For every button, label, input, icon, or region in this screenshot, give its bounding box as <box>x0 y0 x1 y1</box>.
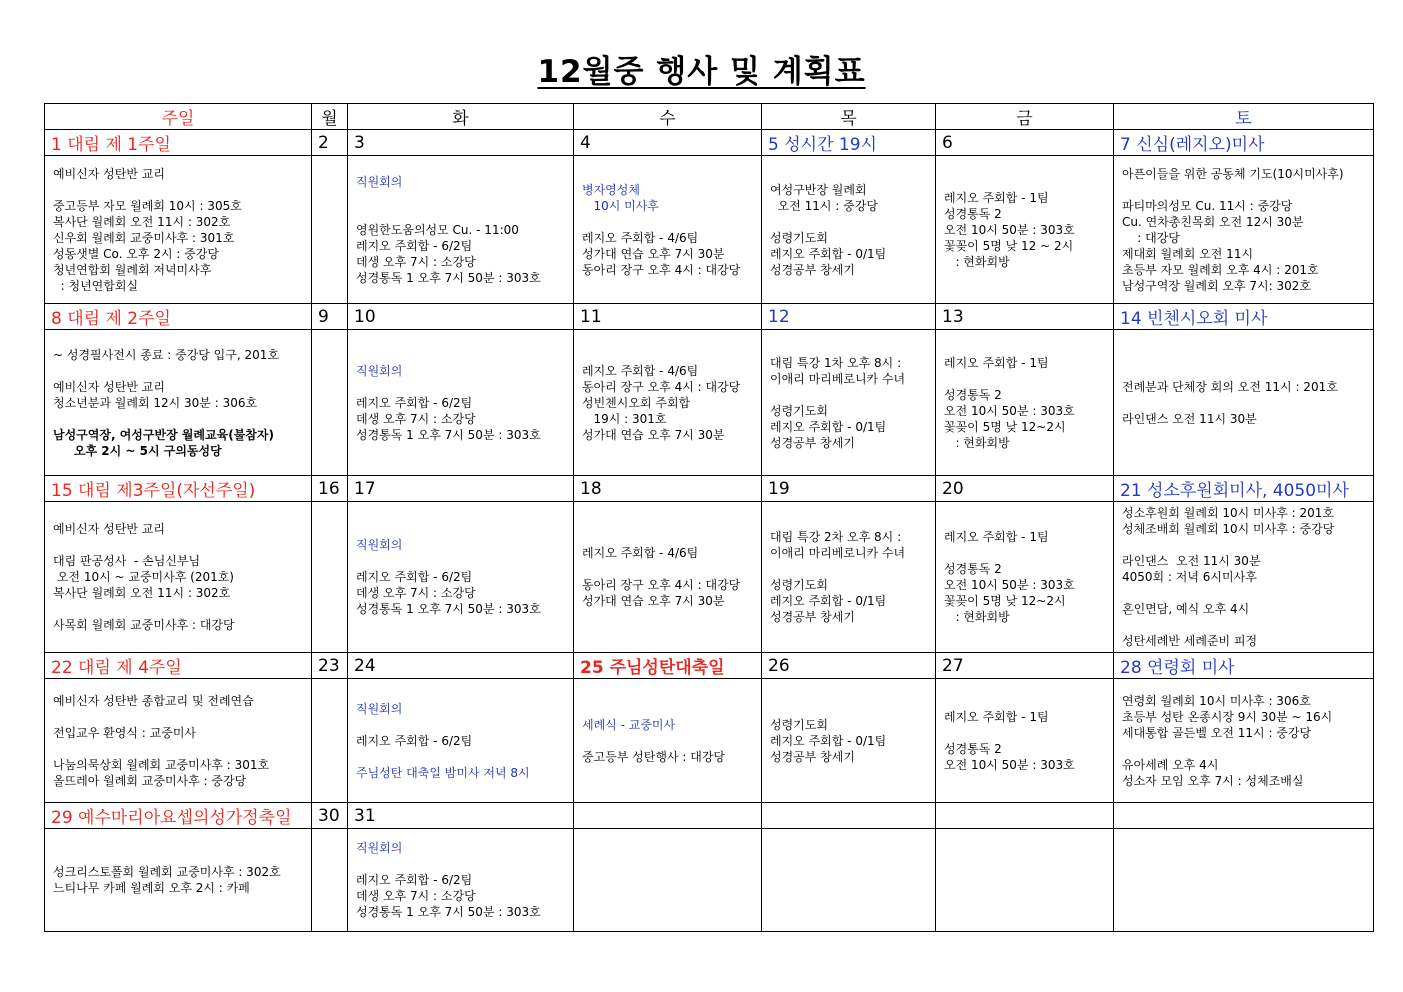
event-line: 성경통독 1 오후 7시 50분 : 303호 <box>356 602 541 616</box>
event-line: 성경통독 2 <box>944 741 1002 756</box>
calendar-table <box>44 103 1374 932</box>
event-line: 제대회 월례회 오전 11시 <box>1122 246 1254 261</box>
event-line: 올뜨레아 월례회 교중미사후 : 중강당 <box>53 773 247 788</box>
event-line: 대림 판공성사 - 손님신부님 <box>53 554 201 568</box>
event-line <box>53 741 311 757</box>
event-line: 레지오 주회합 - 4/6팀 <box>582 230 699 245</box>
day-events-saturday <box>1114 330 1374 476</box>
date-label-tuesday: 31 <box>348 803 574 829</box>
week-1-content-row <box>45 156 1374 304</box>
event-line: 세례식 - 교중미사 <box>582 717 676 732</box>
event-line: 성경통독 2 <box>944 562 1002 576</box>
date-label-wednesday: 11 <box>574 304 762 330</box>
event-line: 레지오 주회합 - 4/6팀 <box>582 363 699 378</box>
event-line <box>770 214 935 230</box>
event-line: 동아리 장구 오후 4시 : 대강당 <box>582 262 741 277</box>
event-line: : 현화회방 <box>944 435 1010 450</box>
week-3-content-row <box>45 502 1374 653</box>
page-title-text: 12월중 행사 및 계획표 <box>537 54 866 90</box>
date-label-tuesday: 10 <box>348 304 574 330</box>
event-line: 성령기도회 <box>770 578 828 592</box>
day-events-sunday <box>45 679 312 803</box>
date-label-thursday: 5 성시간 19시 <box>762 130 936 156</box>
date-label-monday: 16 <box>312 476 348 502</box>
event-line <box>944 725 1113 741</box>
event-line: 청소년분과 월례회 12시 30분 : 306호 <box>53 395 258 410</box>
event-line: 성빈첸시오회 주회합 <box>582 395 691 410</box>
event-line <box>356 190 573 206</box>
date-label-friday: 6 <box>936 130 1114 156</box>
event-line: 파티마의성모 Cu. 11시 : 중강당 <box>1122 198 1293 213</box>
day-events-wednesday <box>574 829 762 932</box>
weekday-header-sunday: 주일 <box>45 104 312 130</box>
event-line: 전례분과 단체장 회의 오전 11시 : 201호 <box>1122 379 1338 394</box>
weekday-header-wednesday: 수 <box>574 104 762 130</box>
week-3-date-row <box>45 476 1374 502</box>
event-line: : 현화회방 <box>944 610 1010 624</box>
event-line <box>770 561 935 577</box>
event-line: 직원회의 <box>356 841 403 855</box>
event-line: 오전 10시 50분 : 303호 <box>944 222 1075 237</box>
week-2-date-row <box>45 304 1374 330</box>
date-label-sunday: 1 대림 제 1주일 <box>45 130 312 156</box>
day-events-sunday <box>45 829 312 932</box>
date-label-wednesday <box>574 803 762 829</box>
event-line: 10시 미사후 <box>582 198 659 213</box>
date-label-thursday <box>762 803 936 829</box>
event-line: 성체조배회 월례회 10시 미사후 : 중강당 <box>1122 522 1335 536</box>
day-events-thursday <box>762 502 936 653</box>
event-line: 대림 특강 1차 오후 8시 : <box>770 355 902 370</box>
event-line: 레지오 주회합 - 6/2팀 <box>356 570 473 584</box>
event-line: 오전 10시 50분 : 303호 <box>944 578 1075 592</box>
day-events-thursday <box>762 679 936 803</box>
event-line: 동아리 장구 오후 4시 : 대강당 <box>582 578 741 592</box>
event-line <box>53 537 311 553</box>
event-line: 나눔의묵상회 월례회 교중미사후 : 301호 <box>53 757 270 772</box>
event-line <box>53 182 311 198</box>
weekday-header-saturday: 토 <box>1114 104 1374 130</box>
date-label-monday: 9 <box>312 304 348 330</box>
event-line: 중고등부 자모 월례회 10시 : 305호 <box>53 198 242 213</box>
event-line: 라인댄스 오전 11시 30분 <box>1122 554 1261 568</box>
event-line: 성소자 모임 오후 7시 : 성체조배실 <box>1122 773 1304 788</box>
week-5-content-row <box>45 829 1374 932</box>
event-line <box>1122 617 1373 633</box>
calendar-body <box>45 130 1374 932</box>
event-line <box>356 206 573 222</box>
event-line: 성령기도회 <box>770 717 828 732</box>
date-label-saturday: 28 연령회 미사 <box>1114 653 1374 679</box>
day-events-monday <box>312 829 348 932</box>
event-line <box>582 214 761 230</box>
event-line: 레지오 주회합 - 1팀 <box>944 530 1049 544</box>
event-line: 느티나무 카페 월례회 오후 2시 : 카페 <box>53 881 250 895</box>
event-line: 직원회의 <box>356 363 403 378</box>
event-line <box>944 545 1113 561</box>
event-line <box>1122 585 1373 601</box>
event-line: 청년연합회 월례회 저녁미사후 <box>53 262 212 277</box>
day-events-sunday <box>45 502 312 653</box>
day-events-tuesday <box>348 156 574 304</box>
week-4-date-row <box>45 653 1374 679</box>
date-label-monday: 23 <box>312 653 348 679</box>
day-events-monday <box>312 156 348 304</box>
event-line: 레지오 주회합 - 4/6팀 <box>582 546 699 560</box>
event-line: 성령기도회 <box>770 230 828 245</box>
event-line: 예비신자 성탄반 교리 <box>53 379 165 394</box>
day-events-thursday <box>762 156 936 304</box>
event-line: 예비신자 성탄반 교리 <box>53 166 165 181</box>
day-events-wednesday <box>574 330 762 476</box>
date-label-monday: 30 <box>312 803 348 829</box>
event-line: 성가대 연습 오후 7시 30분 <box>582 246 725 261</box>
event-line: 19시 : 301호 <box>582 411 667 426</box>
day-events-tuesday <box>348 502 574 653</box>
date-label-sunday: 22 대림 제 4주일 <box>45 653 312 679</box>
day-events-tuesday <box>348 679 574 803</box>
event-line: : 현화회방 <box>944 254 1010 269</box>
day-events-sunday <box>45 330 312 476</box>
weekday-header-friday: 금 <box>936 104 1114 130</box>
day-events-saturday <box>1114 502 1374 653</box>
event-line <box>356 553 573 569</box>
day-events-friday <box>936 156 1114 304</box>
date-label-monday: 2 <box>312 130 348 156</box>
week-1-date-row <box>45 130 1374 156</box>
event-line: 레지오 주회합 - 0/1팀 <box>770 246 887 261</box>
day-events-saturday <box>1114 679 1374 803</box>
event-line: 직원회의 <box>356 174 403 189</box>
event-line: 성경공부 창세기 <box>770 435 855 450</box>
day-events-monday <box>312 330 348 476</box>
event-line: 주님성탄 대축일 밤미사 저녁 8시 <box>356 765 530 780</box>
event-line: 혼인면담, 예식 오후 4시 <box>1122 602 1250 616</box>
event-line: 예비신자 성탄반 교리 <box>53 522 165 536</box>
event-line <box>1122 182 1373 198</box>
date-label-friday: 13 <box>936 304 1114 330</box>
week-4-content-row <box>45 679 1374 803</box>
event-line: 동아리 장구 오후 4시 : 대강당 <box>582 379 741 394</box>
date-label-tuesday: 24 <box>348 653 574 679</box>
day-events-monday <box>312 679 348 803</box>
event-line: 연령회 월례회 10시 미사후 : 306호 <box>1122 693 1311 708</box>
event-line: 성경공부 창세기 <box>770 749 855 764</box>
weekday-header-tuesday: 화 <box>348 104 574 130</box>
event-line: 레지오 주회합 - 6/2팀 <box>356 873 473 887</box>
event-line: 성경통독 1 오후 7시 50분 : 303호 <box>356 905 541 919</box>
event-line: Cu. 연차총친목회 오전 12시 30분 <box>1122 214 1304 229</box>
event-line <box>356 856 573 872</box>
day-events-tuesday <box>348 829 574 932</box>
event-line: 데생 오후 7시 : 소강당 <box>356 889 476 903</box>
event-line: 오전 10시 50분 : 303호 <box>944 757 1075 772</box>
weekday-header-thursday: 목 <box>762 104 936 130</box>
event-line: 데생 오후 7시 : 소강당 <box>356 254 476 269</box>
date-label-wednesday: 4 <box>574 130 762 156</box>
event-line: 복사단 월례회 오전 11시 : 302호 <box>53 214 231 229</box>
event-line <box>1122 741 1373 757</box>
day-events-tuesday <box>348 330 574 476</box>
event-line: 성경공부 창세기 <box>770 610 855 624</box>
event-line <box>1122 537 1373 553</box>
event-line <box>770 387 935 403</box>
event-line: 성경통독 2 <box>944 206 1002 221</box>
event-line: 여성구반장 월례회 <box>770 182 867 197</box>
event-line: 데생 오후 7시 : 소강당 <box>356 411 476 426</box>
weekday-header-monday: 월 <box>312 104 348 130</box>
date-label-sunday: 8 대림 제 2주일 <box>45 304 312 330</box>
event-line: 라인댄스 오전 11시 30분 <box>1122 411 1257 426</box>
date-label-sunday: 15 대림 제3주일(자선주일) <box>45 476 312 502</box>
event-line: 성소후원회 월례회 10시 미사후 : 201호 <box>1122 506 1334 520</box>
event-line <box>53 363 311 379</box>
event-line <box>53 601 311 617</box>
date-label-tuesday: 3 <box>348 130 574 156</box>
event-line: 레지오 주회합 - 1팀 <box>944 355 1049 370</box>
date-label-thursday: 19 <box>762 476 936 502</box>
date-label-friday <box>936 803 1114 829</box>
date-label-saturday: 21 성소후원회미사, 4050미사 <box>1114 476 1374 502</box>
event-line: 데생 오후 7시 : 소강당 <box>356 586 476 600</box>
event-line: 성경통독 2 <box>944 387 1002 402</box>
event-line: 오전 10시 50분 : 303호 <box>944 403 1075 418</box>
day-events-friday <box>936 679 1114 803</box>
event-line: 직원회의 <box>356 538 403 552</box>
day-events-saturday <box>1114 829 1374 932</box>
event-line: ~ 성경필사전시 종료 : 중강당 입구, 201호 <box>53 347 279 362</box>
event-line: 아픈이들을 위한 공동체 기도(10시미사후) <box>1122 166 1344 181</box>
event-line: 성경통독 1 오후 7시 50분 : 303호 <box>356 427 541 442</box>
event-line: 꽃꽂이 5명 낮 12~2시 <box>944 419 1066 434</box>
page-title <box>0 46 1403 91</box>
event-line: 세대통합 골든벨 오전 11시 : 중강당 <box>1122 725 1312 740</box>
event-line: 성가대 연습 오후 7시 30분 <box>582 594 725 608</box>
week-2-content-row <box>45 330 1374 476</box>
event-line: 성가대 연습 오후 7시 30분 <box>582 427 725 442</box>
date-label-saturday: 7 신심(레지오)미사 <box>1114 130 1374 156</box>
event-line: : 청년연합회실 <box>53 278 139 293</box>
day-events-wednesday <box>574 679 762 803</box>
event-line: 성탄세례반 세례준비 피정 <box>1122 634 1258 648</box>
day-events-wednesday <box>574 502 762 653</box>
day-events-thursday <box>762 829 936 932</box>
week-5-date-row <box>45 803 1374 829</box>
event-line: 중고등부 성탄행사 : 대강당 <box>582 749 725 764</box>
event-line: 초등부 성탄 온종시장 9시 30분 ~ 16시 <box>1122 709 1333 724</box>
weekday-header-row <box>45 104 1374 130</box>
event-line: 레지오 주회합 - 0/1팀 <box>770 733 887 748</box>
event-line <box>53 709 311 725</box>
event-line: 레지오 주회합 - 1팀 <box>944 190 1049 205</box>
event-line: 이애리 마리베로니카 수녀 <box>770 546 906 560</box>
event-line: 병자영성체 <box>582 182 640 197</box>
day-events-sunday <box>45 156 312 304</box>
event-line: 오전 10시 ~ 교중미사후 (201호) <box>53 570 234 584</box>
event-line: 이애리 마리베로니카 수녀 <box>770 371 906 386</box>
event-line <box>53 411 311 427</box>
event-line: 성경공부 창세기 <box>770 262 855 277</box>
event-line: 영원한도움의성모 Cu. - 11:00 <box>356 222 519 237</box>
date-label-sunday: 29 예수마리아요셉의성가정축일 <box>45 803 312 829</box>
event-line: 꽃꽂이 5명 낮 12 ~ 2시 <box>944 238 1074 253</box>
event-line <box>356 717 573 733</box>
date-label-wednesday: 18 <box>574 476 762 502</box>
day-events-monday <box>312 502 348 653</box>
event-line: 성경통독 1 오후 7시 50분 : 303호 <box>356 270 541 285</box>
event-line: 남성구역장 월례회 오후 7시: 302호 <box>1122 278 1311 293</box>
event-line: 레지오 주회합 - 0/1팀 <box>770 419 887 434</box>
event-line: 레지오 주회합 - 6/2팀 <box>356 733 473 748</box>
event-line: 유아세례 오후 4시 <box>1122 757 1219 772</box>
event-line <box>356 379 573 395</box>
event-line <box>1122 395 1373 411</box>
date-label-thursday: 26 <box>762 653 936 679</box>
event-line: 직원회의 <box>356 701 403 716</box>
event-line <box>356 749 573 765</box>
date-label-friday: 27 <box>936 653 1114 679</box>
day-events-friday <box>936 829 1114 932</box>
event-line: : 대강당 <box>1122 230 1180 245</box>
event-line: 전입교우 환영식 : 교중미사 <box>53 725 196 740</box>
date-label-saturday: 14 빈첸시오회 미사 <box>1114 304 1374 330</box>
event-line: 꽃꽂이 5명 낮 12~2시 <box>944 594 1066 608</box>
event-line: 오전 11시 : 중강당 <box>770 198 878 213</box>
day-events-saturday <box>1114 156 1374 304</box>
date-label-wednesday: 25 주님성탄대축일 <box>574 653 762 679</box>
day-events-friday <box>936 330 1114 476</box>
date-label-friday: 20 <box>936 476 1114 502</box>
event-line: 4050회 : 저녁 6시미사후 <box>1122 570 1257 584</box>
event-line: 사목회 월례회 교중미사후 : 대강당 <box>53 618 235 632</box>
event-line <box>582 561 761 577</box>
event-line: 성크리스토폴회 월례회 교중미사후 : 302호 <box>53 865 281 879</box>
day-events-wednesday <box>574 156 762 304</box>
event-line: 오후 2시 ~ 5시 구의동성당 <box>53 443 222 458</box>
event-line: 레지오 주회합 - 6/2팀 <box>356 395 473 410</box>
event-line: 레지오 주회합 - 0/1팀 <box>770 594 887 608</box>
date-label-saturday <box>1114 803 1374 829</box>
date-label-thursday: 12 <box>762 304 936 330</box>
event-line: 예비신자 성탄반 종합교리 및 전례연습 <box>53 693 254 708</box>
date-label-tuesday: 17 <box>348 476 574 502</box>
day-events-friday <box>936 502 1114 653</box>
day-events-thursday <box>762 330 936 476</box>
event-line <box>582 733 761 749</box>
event-line: 복사단 월례회 오전 11시 : 302호 <box>53 586 231 600</box>
event-line: 대림 특강 2차 오후 8시 : <box>770 530 902 544</box>
event-line: 레지오 주회합 - 6/2팀 <box>356 238 473 253</box>
event-line: 성동샛별 Co. 오후 2시 : 중강당 <box>53 246 219 261</box>
event-line: 레지오 주회합 - 1팀 <box>944 709 1049 724</box>
event-line: 신우회 월례회 교중미사후 : 301호 <box>53 230 235 245</box>
event-line: 성령기도회 <box>770 403 828 418</box>
event-line: 초등부 자모 월례회 오후 4시 : 201호 <box>1122 262 1319 277</box>
event-line <box>944 371 1113 387</box>
event-line: 남성구역장, 여성구반장 월례교육(불참자) <box>53 427 274 442</box>
